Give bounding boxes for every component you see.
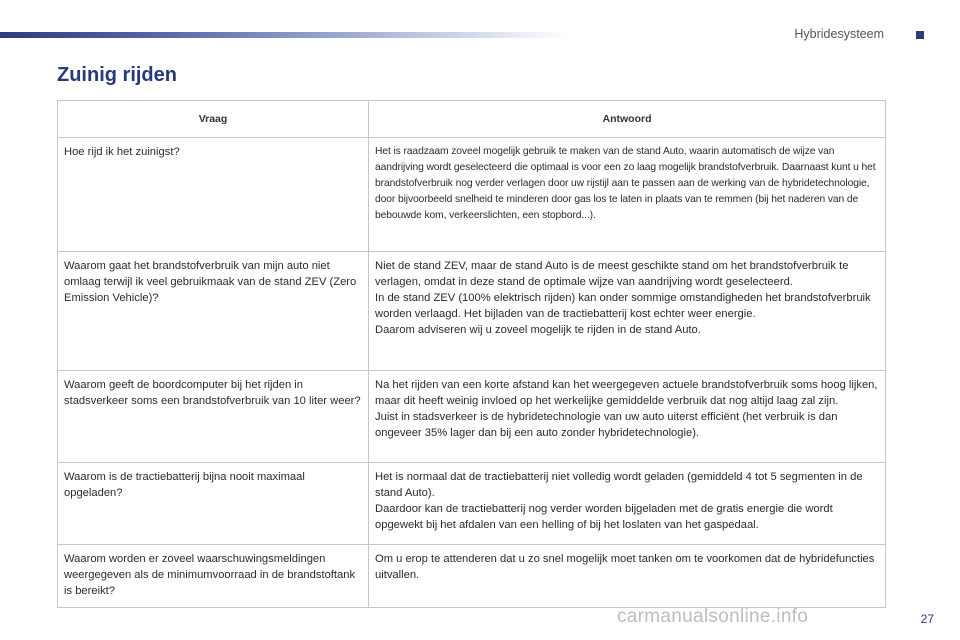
question-cell: Hoe rijd ik het zuinigst?	[58, 138, 369, 252]
question-cell: Waarom is de tractiebatterij bijna nooit maximaal opgeladen?	[58, 463, 369, 545]
answer-paragraph: In de stand ZEV (100% elektrisch rijden) kan onder sommige omstandigheden het brandstofverbruik worden verlaagd. Het bijladen van de tractiebatterij kost echter weer energie.	[375, 292, 871, 320]
answer-paragraph: Na het rijden van een korte afstand kan het weergegeven actuele brandstofverbruik soms hoog lijken, maar dit heeft weinig invloed op het werkelijke gemiddelde verbruik dat nog altijd laag zal zijn.	[375, 379, 878, 407]
section-title: Hybridesysteem	[794, 27, 884, 41]
column-header-question: Vraag	[58, 101, 369, 138]
header-gradient-bar	[0, 32, 570, 38]
question-cell: Waarom worden er zoveel waarschuwingsmeldingen weergegeven als de minimumvoorraad in de brandstoftank is bereikt?	[58, 545, 369, 608]
column-header-answer: Antwoord	[369, 101, 886, 138]
table-row	[58, 371, 886, 463]
answer-cell: Het is raadzaam zoveel mogelijk gebruik te maken van de stand Auto, waarin automatisch de wijze van aandrijving wordt geselecteerd die optimaal is voor een zo laag mogelijk brandstofverbruik. Daarnaast kunt u het brandstofverbruik nog verder verlagen door uw rijstijl aan te passen aan de werking van de hybridetechnologie, door bijvoorbeeld snelheid te minderen door gas los te laten in plaats van te remmen (bij het naderen van de bebouwde kom, verkeerslichten, een stopbord...).	[369, 138, 886, 252]
question-cell: Waarom geeft de boordcomputer bij het rijden in stadsverkeer soms een brandstofverbruik van 10 liter weer?	[58, 371, 369, 463]
answer-paragraph: Daarom adviseren wij u zoveel mogelijk te rijden in de stand Auto.	[375, 324, 701, 336]
answer-cell	[369, 463, 886, 545]
answer-paragraph: Juist in stadsverkeer is de hybridetechnologie van uw auto uiterst efficiënt (het verbruik is dan ongeveer 35% lager dan bij een auto zonder hybridetechnologie).	[375, 411, 838, 439]
answer-paragraph: Niet de stand ZEV, maar de stand Auto is de meest geschikte stand om het brandstofverbruik te verlagen, omdat in deze stand de optimale wijze van aandrijving wordt geselecteerd.	[375, 260, 849, 288]
section-marker-icon	[916, 31, 924, 39]
table-row	[58, 138, 886, 252]
table-row	[58, 252, 886, 371]
answer-paragraph: Het is normaal dat de tractiebatterij niet volledig wordt geladen (gemiddeld 4 tot 5 segmenten in de stand Auto).	[375, 471, 863, 499]
answer-cell	[369, 252, 886, 371]
table-header-row	[58, 101, 886, 138]
page-title: Zuinig rijden	[57, 64, 177, 86]
answer-cell: Om u erop te attenderen dat u zo snel mogelijk moet tanken om te voorkomen dat de hybridefuncties uitvallen.	[369, 545, 886, 608]
answer-paragraph: Daardoor kan de tractiebatterij nog verder worden bijgeladen met de gratis energie die wordt opgewekt bij het afdalen van een helling of bij het loslaten van het gaspedaal.	[375, 503, 833, 531]
watermark: carmanualsonline.info	[617, 606, 809, 627]
answer-cell	[369, 371, 886, 463]
table-row	[58, 463, 886, 545]
question-cell: Waarom gaat het brandstofverbruik van mijn auto niet omlaag terwijl ik veel gebruikmaak van de stand ZEV (Zero Emission Vehicle)?	[58, 252, 369, 371]
faq-table	[57, 100, 886, 608]
page-number: 27	[920, 612, 934, 626]
table-row	[58, 545, 886, 608]
